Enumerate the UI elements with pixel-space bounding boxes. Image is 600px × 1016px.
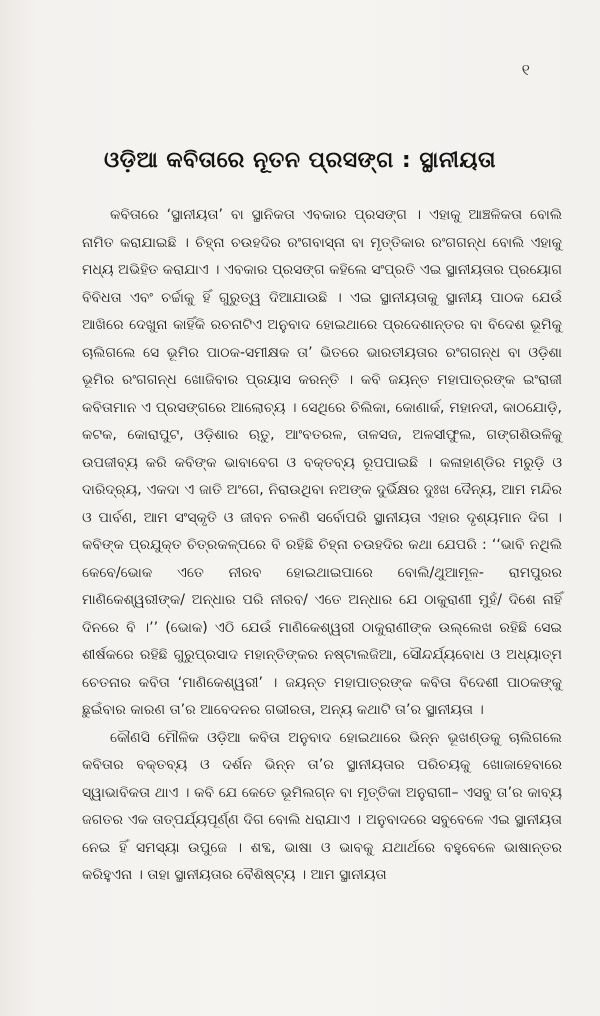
chapter-body [82, 202, 562, 890]
chapter-title: ଓଡ଼ିଆ କବିତାରେ ନୂତନ ପ୍ରସଙ୍ଗ : ସ୍ଥାନୀୟତା [103, 148, 496, 173]
paragraph: କୌଣସି ମୌଳିକ ଓଡ଼ିଆ କବିତା ଅନୁବାଦ ହୋଇଥାରେ ଭିନ୍ନ ଭୂଖଣ୍ଡକୁ ଚାଲିଗଲେ କବିତାର ବକ୍ତବ୍ୟ ଓ ଦର୍ଶନ ଭିନ୍ନ ତା’ର ସ୍ଥାନୀୟତାର ପରିଚୟକୁ ଖୋଜାହେବାରେ ସ୍ୱାଭାବିକତା ଥାଏ । କବି ଯେ କେତେ ଭୂମିଲଗ୍ନ ବା ମୃତ୍ତିକା ଅନୁରାଗୀ– ଏସବୁ ତା’ର କାବ୍ୟ ଜଗତର ଏକ ତାତ୍ପର୍ଯ୍ୟପୂର୍ଣ୍ଣ ଦିଗ ବୋଲି ଧରାଯାଏ । ଅନୁବାଦରେ ସବୁବେଳେ ଏଇ ସ୍ଥାନୀୟତା ନେଇ ହିଁ ସମସ୍ୟା ଉପୁଜେ । ଶବ୍ଦ, ଭାଷା ଓ ଭାବକୁ ଯଥାର୍ଥରେ ବହୁବେଳେ ଭାଷାନ୍ତର କରିହୁଏନା । ତାହା ସ୍ଥାନୀୟତାର ବୈଶିଷ୍ଟ୍ୟ । ଆମ ସ୍ଥାନୀୟତା [82, 729, 562, 883]
page-number: ୧ [521, 60, 530, 79]
paragraph: କବିତାରେ ‘ସ୍ଥାନୀୟତା’ ବା ସ୍ଥାନିକତା ଏବକାର ପ୍ରସଙ୍ଗ । ଏହାକୁ ଆଞ୍ଚଳିକତା ବୋଲି ନାମିତ କରାଯାଇଛି । ଚିହ୍ନା ଚଉହଦିର ରଂଗବାସ୍ନା ବା ମୃତ୍ତିକାର ରଂଗଗନ୍ଧ ବୋଲି ଏହାକୁ ମଧ୍ୟ ଅଭିହିତ କରାଯାଏ । ଏବକାର ପ୍ରସଙ୍ଗ କହିଲେ ସଂପ୍ରତି ଏଇ ସ୍ଥାନୀୟତାର ପ୍ରୟୋଗ ବିବିଧତା ଏବଂ ଚର୍ଚ୍ଚାକୁ ହିଁ ଗୁରୁତ୍ୱ ଦିଆଯାଉଛି । ଏଇ ସ୍ଥାନୀୟତାକୁ ସ୍ଥାନୀୟ ପାଠକ ଯେଉଁ ଆଖିରେ ଦେଖୁନା କାହିଁକି ରଚନାଟିଏ ଅନୁବାଦ ହୋଇଥାରେ ପ୍ରଦେଶାନ୍ତର ବା ବିଦେଶ ଭୂମିକୁ ଚାଲିଗଲେ ସେ ଭୂମିର ପାଠକ-ସମୀକ୍ଷକ ତା’ ଭିତରେ ଭାରତୀୟତାର ରଂଗଗନ୍ଧ ବା ଓଡ଼ିଶା ଭୂମିର ରଂଗଗନ୍ଧ ଖୋଜିବାର ପ୍ରୟାସ କରନ୍ତି । କବି ଜୟନ୍ତ ମହାପାତ୍ରଙ୍କ ଇଂରାଜୀ କବିତାମାନ ଏ ପ୍ରସଙ୍ଗରେ ଆଲୋଚ୍ୟ । ସେଥିରେ ଚିଲିକା, କୋଣାର୍କ, ମହାନଦୀ, କାଠଯୋଡ଼ି, କଟକ, କୋରାପୁଟ, ଓଡ଼ିଶାର ଋତୁ, ଆଂବତରଳ, ତାଳସଜ, ଅଳସୀଫୁଲ, ଗଙ୍ଗଶିଉଳିକୁ ଉପଜୀବ୍ୟ କରି କବିଙ୍କ ଭାବାବେଗ ଓ ବକ୍ତବ୍ୟ ରୂପପାଇଛି । କଳାହାଣ୍ଡିର ମରୁଡ଼ି ଓ ଦାରିଦ୍ର୍ୟ, ଏକଦା ଏ ଜାତି ଅଂଗେ, ନିରାଉଥିବା ନଅଙ୍କ ଦୁର୍ଭିକ୍ଷର ଦୁଃଖ ଦୈନ୍ୟ, ଆମ ମନ୍ଦିର ଓ ପାର୍ବଣ, ଆମ ସଂସ୍କୃତି ଓ ଜୀବନ ଚଳଣି ସର୍ବୋପରି ସ୍ଥାନୀୟତା ଏହାର ଦୃଶ୍ୟମାନ ଦିଗ । କବିଙ୍କ ପ୍ରଯୁକ୍ତ ଚିତ୍ରକଳ୍ପରେ ବି ରହିଛି ଚିହ୍ନା ଚଉହଦିର କଥା ଯେପରି : ‘‘ଭାବି ନଥିଲି କେବେ/ଭୋକ ଏତେ ନୀରବ ହୋଇଥାଇପାରେ ବୋଲି/ଥୁଆମୂଳ- ରାମପୁରର ମାଣିକେଶ୍ୱରୀଙ୍କ/ ଅନ୍ଧାର ପରି ନୀରବ/ ଏତେ ଅନ୍ଧାର ଯେ ଠାକୁରାଣୀ ମୁହଁ/ ଦିଶେ ନାହିଁ ଦିନରେ ବି ।’’ (ଭୋକ) ଏଠି ଯେଉଁ ମାଣିକେଶ୍ୱରୀ ଠାକୁରାଣୀଙ୍କ ଉଲ୍ଲେଖ ରହିଛି ସେଇ ଶୀର୍ଷକରେ ରହିଛି ଗୁରୁପ୍ରସାଦ ମହାନ୍ତିଙ୍କର ନଷ୍ଟାଲଜିଆ, ସୌନ୍ଦର୍ଯ୍ୟବୋଧ ଓ ଅଧ୍ୟାତ୍ମ ଚେତନାର କବିତା ‘ମାଣିକେଶ୍ୱରୀ’ । ଜୟନ୍ତ ମହାପାତ୍ରଙ୍କ କବିତା ବିଦେଶୀ ପାଠକଙ୍କୁ ଛୁଇଁବାର କାରଣ ତା’ର ଆବେଦନର ଗଭୀରତା, ଅନ୍ୟ କଥାଟି ତା’ର ସ୍ଥାନୀୟତା । [82, 207, 562, 718]
